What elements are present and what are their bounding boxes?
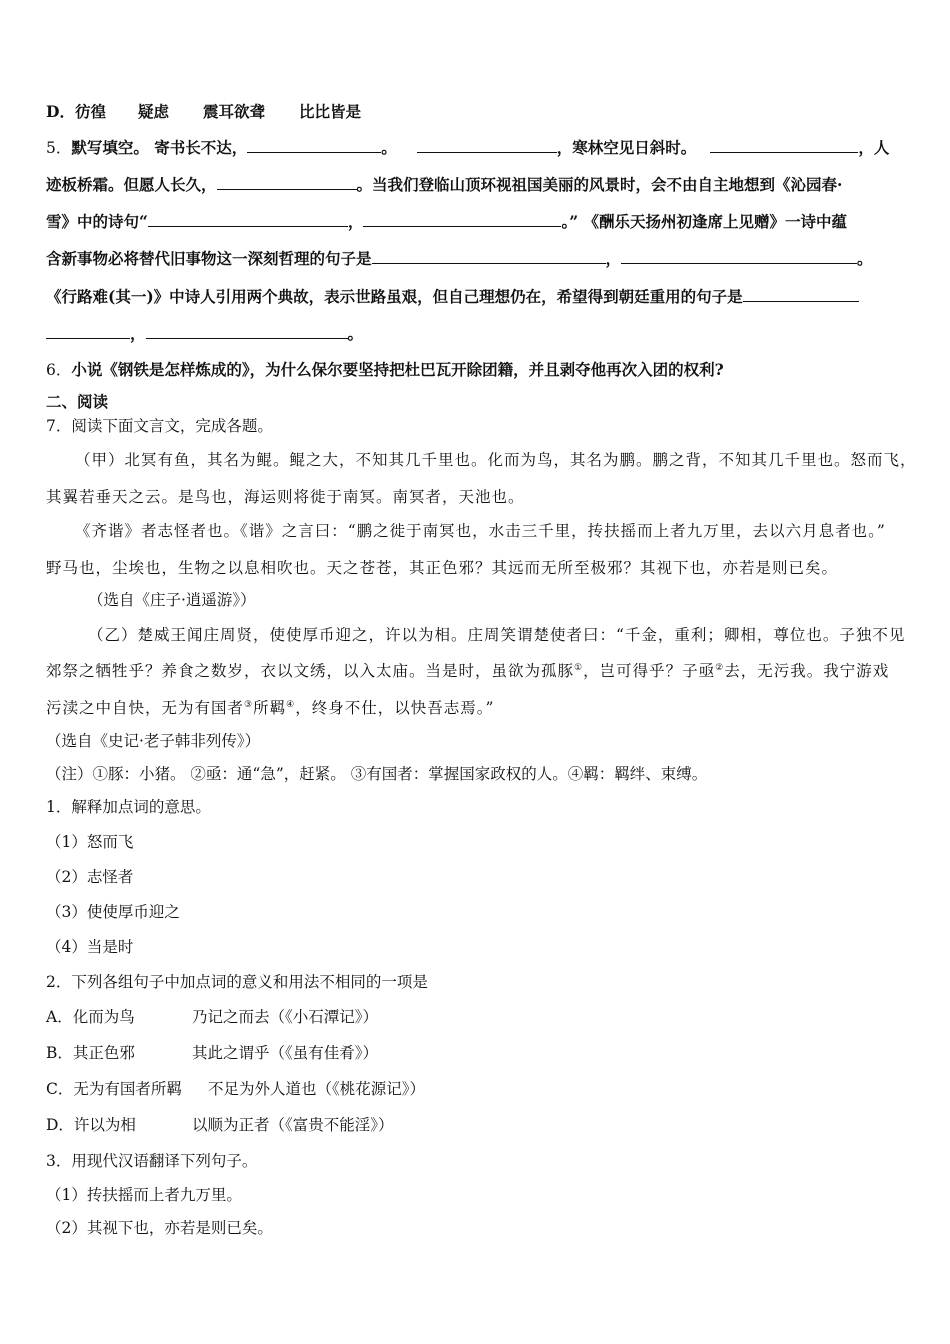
option-text: 以顺为正者（《富贵不能淫》） xyxy=(192,1116,394,1134)
q5-text-15: 。 xyxy=(347,324,364,343)
footnote-mark-1: ① xyxy=(574,662,584,673)
yi-line-3 xyxy=(46,698,494,718)
yi-line-1: （乙）楚威王闻庄周贤，使使厚币迎之，许以为相。庄周笑谓楚使者曰：“千金，重利；卿相，尊位也。子独不见 xyxy=(88,626,906,644)
q5-line-5 xyxy=(46,286,859,307)
jia-p2-line-1: 《齐谐》者志怪者也。《谐》之言曰：“鹏之徙于南冥也，水击三千里，抟扶摇而上者九万里，去以六月息者也。” xyxy=(75,522,886,540)
notes: （注）①豚：小猪。 ②亟：通“急”，赶紧。 ③有国者：掌握国家政权的人。④羁：羁绊、束缚。 xyxy=(46,765,708,783)
answer-blank[interactable] xyxy=(46,323,130,339)
jia-p2-line-2: 野马也，尘埃也，生物之以息相吹也。天之苍苍，其正色邪？其远而无所至极邪？其视下也，亦若是则已矣。 xyxy=(46,559,839,577)
q5-text-7: 雪》中的诗句“ xyxy=(46,212,148,231)
q5-text-2: 。 xyxy=(381,138,397,157)
answer-blank[interactable] xyxy=(217,174,357,190)
sub3-title: 3．用现代汉语翻译下列句子。 xyxy=(46,1152,258,1170)
option-label: A．化而为鸟 xyxy=(46,1008,135,1026)
q5-text-5: 迹板桥霜。但愿人长久， xyxy=(46,175,217,194)
q5-text-11: ， xyxy=(605,249,622,268)
jia-p1-line-1: （甲）北冥有鱼，其名为鲲。鲲之大，不知其几千里也。化而为鸟，其名为鹏。鹏之背，不知其几千里也。怒而飞， xyxy=(75,451,917,469)
q5-text-9: 。” 《酬乐天扬州初逢席上见赠》一诗中蕴 xyxy=(561,212,848,231)
q7-intro: 7．阅读下面文言文，完成各题。 xyxy=(46,417,273,435)
sub2-option-a xyxy=(46,1007,378,1027)
q5-text-13: 《行路难(其一)》中诗人引用两个典故，表示世路虽艰，但自己理想仍在，希望得到朝廷重用的句子是 xyxy=(46,287,743,306)
q5-text-1: 默写填空。 寄书长不达， xyxy=(71,138,248,157)
answer-blank[interactable] xyxy=(148,211,348,227)
answer-blank[interactable] xyxy=(372,248,606,264)
jia-p1-line-2: 其翼若垂天之云。是鸟也，海运则将徙于南冥。南冥者，天池也。 xyxy=(46,488,525,506)
q5-line-2 xyxy=(46,174,842,195)
sub3-item-2: （2）其视下也，亦若是则已矣。 xyxy=(46,1219,273,1237)
q5-text-12: 。 xyxy=(857,249,873,268)
yi-source: （选自《史记·老子韩非列传》） xyxy=(46,732,261,750)
sub2-option-d xyxy=(46,1115,394,1135)
jia-source: （选自《庄子·逍遥游》） xyxy=(88,591,256,609)
footnote-mark-3: ③ xyxy=(244,699,254,710)
yi-line-3-part-c: ，终身不仕，以快吾志焉。” xyxy=(295,699,495,717)
sub1-item-1: （1）怒而飞 xyxy=(46,833,134,851)
yi-line-3-part-b: 所羁 xyxy=(253,699,287,717)
q6-number: 6． xyxy=(46,361,72,379)
yi-line-2-part-a: 郊祭之牺牲乎？养食之数岁，衣以文绣，以入太庙。当是时，虽欲为孤豚 xyxy=(46,662,575,680)
sub3-item-1: （1）抟扶摇而上者九万里。 xyxy=(46,1186,242,1204)
option-d-word-1: 彷徨 xyxy=(74,102,106,121)
sub2-option-c xyxy=(46,1079,425,1099)
q5-line-6 xyxy=(46,323,363,344)
answer-blank[interactable] xyxy=(417,137,557,153)
yi-line-3-part-a: 污渎之中自快，无为有国者 xyxy=(46,699,245,717)
yi-line-2-part-b: ，岂可得乎？子亟 xyxy=(583,662,716,680)
sub1-item-3: （3）使使厚币迎之 xyxy=(46,903,180,921)
answer-blank[interactable] xyxy=(743,286,859,302)
q6-line xyxy=(46,360,724,380)
section-title: 二、阅读 xyxy=(46,392,109,411)
option-label: C．无为有国者所羁 xyxy=(46,1080,182,1098)
option-text: 不足为外人道也（《桃花源记》） xyxy=(208,1080,426,1098)
answer-blank[interactable] xyxy=(146,323,348,339)
option-d-word-2: 疑虑 xyxy=(137,102,169,121)
sub2-title: 2．下列各组句子中加点词的意义和用法不相同的一项是 xyxy=(46,973,428,991)
q5-text-6: 。当我们登临山顶环视祖国美丽的风景时，会不由自主地想到《沁园春· xyxy=(356,175,843,194)
sub1-item-2: （2）志怪者 xyxy=(46,868,134,886)
option-d-word-4: 比比皆是 xyxy=(299,102,362,121)
option-d-word-3: 震耳欲聋 xyxy=(202,102,265,121)
q6-text: 小说《钢铁是怎样炼成的》，为什么保尔要坚持把杜巴瓦开除团籍，并且剥夺他再次入团的权利? xyxy=(71,360,724,379)
q5-line-4 xyxy=(46,248,873,269)
option-d-label: D． xyxy=(46,102,75,121)
q5-text-4: ，人 xyxy=(858,138,890,157)
sub2-option-b xyxy=(46,1043,378,1063)
answer-blank[interactable] xyxy=(363,211,561,227)
option-label: D．许以为相 xyxy=(46,1116,136,1134)
option-text: 乃记之而去（《小石潭记》） xyxy=(192,1008,379,1026)
option-d-row xyxy=(46,102,361,122)
answer-blank[interactable] xyxy=(247,137,381,153)
q5-line-3 xyxy=(46,211,847,232)
footnote-mark-2: ② xyxy=(715,662,725,673)
yi-line-2 xyxy=(46,661,889,681)
yi-line-2-part-c: 去，无污我。我宁游戏 xyxy=(724,662,890,680)
sub1-title: 1．解释加点词的意思。 xyxy=(46,798,211,816)
option-text: 其此之谓乎（《虽有佳肴》） xyxy=(192,1044,379,1062)
q5-text-3: ，寒林空见日斜时。 xyxy=(556,138,697,157)
q5-number: 5． xyxy=(46,139,72,157)
option-label: B．其正色邪 xyxy=(46,1044,135,1062)
q5-line-1 xyxy=(46,137,889,158)
answer-blank[interactable] xyxy=(621,248,857,264)
q5-text-14: ， xyxy=(130,324,146,343)
footnote-mark-4: ④ xyxy=(286,699,296,710)
sub1-item-4: （4）当是时 xyxy=(46,938,134,956)
q5-text-8: ， xyxy=(347,212,364,231)
answer-blank[interactable] xyxy=(710,137,858,153)
q5-text-10: 含新事物必将替代旧事物这一深刻哲理的句子是 xyxy=(46,249,372,268)
